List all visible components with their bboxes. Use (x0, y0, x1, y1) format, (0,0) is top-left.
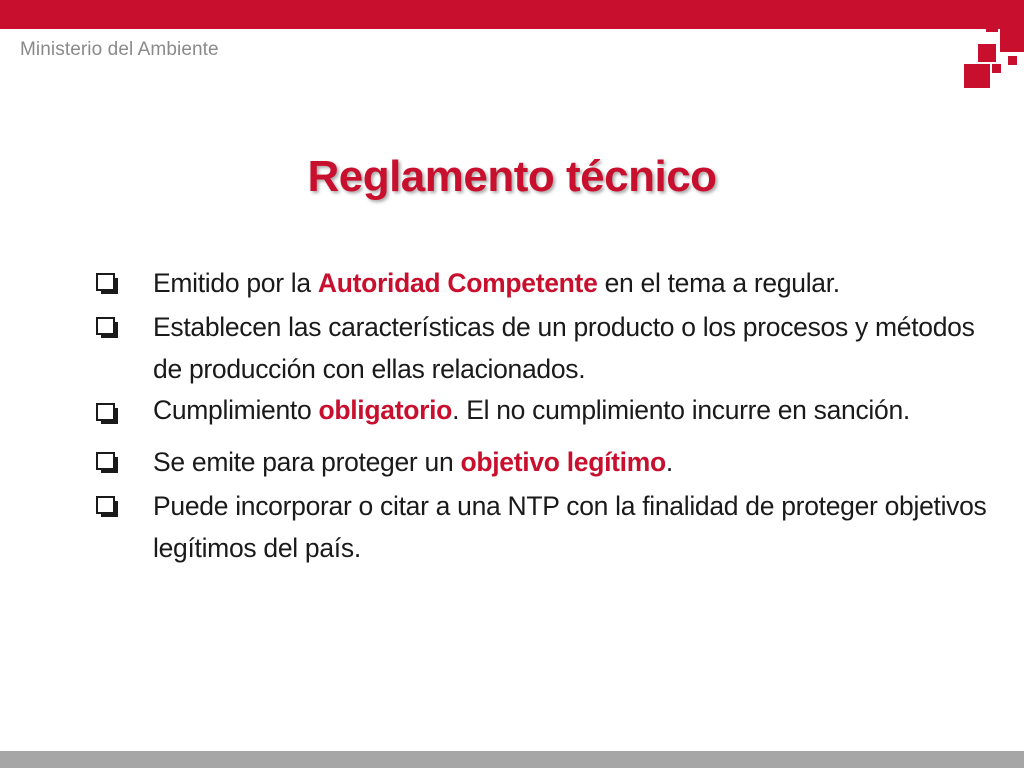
checkbox-icon (95, 495, 121, 519)
checkbox-icon (95, 316, 121, 340)
slide-title: Reglamento técnico (307, 152, 717, 201)
checkbox-icon (95, 402, 121, 426)
checkbox-icon (95, 451, 121, 475)
bullet-text: Emitido por la (153, 268, 318, 298)
bottom-footer-bar (0, 751, 1024, 768)
ministry-label: Ministerio del Ambiente (20, 39, 219, 60)
bullet-item (95, 485, 995, 569)
bullet-text: . (665, 447, 673, 477)
bullet-highlight: objetivo legítimo (460, 447, 666, 477)
bullet-text: Establecen las características de un producto o los procesos y métodos de producción con ellas relacionados. (153, 312, 975, 384)
checkbox-icon (95, 272, 121, 296)
top-accent-bar (0, 0, 1024, 29)
bullet-text: Se emite para proteger un (153, 447, 461, 477)
bullet-text: en el tema a regular. (597, 268, 840, 298)
bullet-highlight: Autoridad Competente (317, 268, 598, 298)
bullet-text: Puede incorporar o citar a una NTP con la finalidad de proteger objetivos legítimos del país. (153, 491, 987, 563)
ministry-logo-icon (964, 20, 1024, 88)
bullet-text: . El no cumplimiento incurre en sanción. (452, 395, 910, 425)
bullet-list (95, 262, 995, 569)
bullet-item (95, 262, 995, 304)
bullet-highlight: obligatorio (318, 395, 453, 425)
bullet-item (95, 392, 995, 429)
bullet-item (95, 441, 995, 483)
bullet-text: Cumplimiento (153, 395, 319, 425)
bullet-item (95, 306, 995, 390)
